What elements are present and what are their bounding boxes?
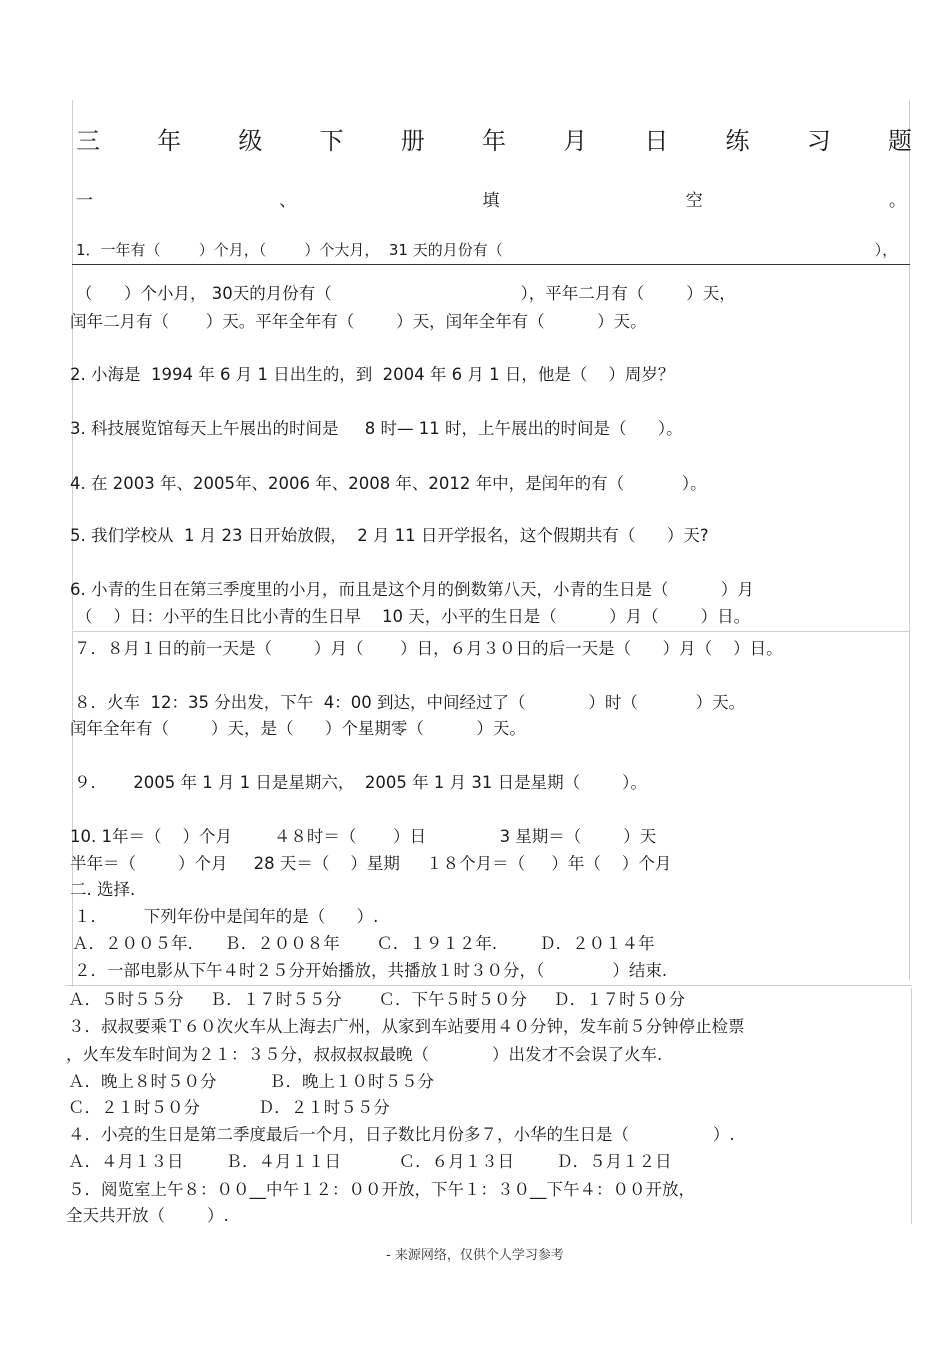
rule-block-3 <box>66 985 912 986</box>
title-char: 日 <box>644 127 669 155</box>
question-9: ９． 2005 年 1 月 1 日是星期六， 2005 年 1 月 31 日是星期（ ）。 <box>74 773 647 792</box>
choice-1-question: １． 下列年份中是闰年的是（ ）. <box>74 907 379 926</box>
heading-char: 填 <box>482 191 500 211</box>
question-5: 5. 我们学校从 1 月 23 日开始放假， 2 月 11 日开学报名，这个假期共有（ ）天? <box>70 526 709 545</box>
choice-3-options-2: Ｃ．２１时５０分 Ｄ．２１时５５分 <box>68 1098 390 1117</box>
question-1-line-3: 闰年二月有（ ）天。平年全年有（ ）天，闰年全年有（ ）天。 <box>70 312 647 331</box>
choice-2-options: Ａ．５时５５分 Ｂ．１７时５５分 Ｃ．下午５时５０分 Ｄ．１７时５０分 <box>68 990 686 1009</box>
question-6-line-2: （ ）日：小平的生日比小青的生日早 10 天，小平的生日是（ ）月（ ）日。 <box>76 607 751 626</box>
choice-2-question: ２．一部电影从下午４时２５分开始播放，共播放１时３０分，（ ）结束. <box>74 961 668 980</box>
choice-5-line-1: ５．阅览室上午８：００__中午１２：００开放，下午１：３０__下午４：００开放， <box>68 1180 695 1199</box>
title-char: 题 <box>887 127 912 155</box>
title-char: 练 <box>725 127 750 155</box>
section-heading-fill-blank <box>76 190 906 212</box>
title-char: 册 <box>400 127 425 155</box>
heading-char: 。 <box>889 191 906 211</box>
title-char: 三 <box>76 127 100 155</box>
question-7: ７．８月１日的前一天是（ ）月（ ）日，６月３０日的后一天是（ ）月（ ）日。 <box>74 639 783 658</box>
choice-1-options: Ａ．２００５年. Ｂ．２００８年 Ｃ．１９１２年. Ｄ．２０１４年 <box>72 934 655 953</box>
choice-3-options-1: Ａ．晚上８时５０分 Ｂ．晚上１０时５５分 <box>68 1072 434 1091</box>
title-char: 月 <box>563 127 588 155</box>
heading-char: 一 <box>76 191 93 211</box>
choice-3-line-2: ，火车发车时间为２１：３５分，叔叔叔叔最晚（ ）出发才不会误了火车. <box>66 1045 663 1064</box>
question-10-line-1: 10. 1年＝（ ）个月 ４８时＝（ ）日 3 星期＝（ ）天 <box>70 827 657 846</box>
question-8-line-2: 闰年全年有（ ）天，是（ ）个星期零（ ）天。 <box>70 719 526 738</box>
question-4: 4. 在 2003 年、2005年、2006 年、2008 年、2012 年中，是闰年的有（ ）。 <box>70 474 707 493</box>
question-6-line-1: 6. 小青的生日在第三季度里的小月，而且是这个月的倒数第八天，小青的生日是（ ）月 <box>70 580 754 599</box>
page-border-right <box>909 100 910 980</box>
page-footer: - 来源网络，仅供个人学习参考 <box>386 1248 564 1263</box>
heading-char: 、 <box>279 191 297 211</box>
question-1-line-1: 1．一年有（ ）个月，（ ）个大月， 31 天的月份有（ ）， <box>76 241 898 259</box>
choice-5-line-2: 全天共开放（ ）. <box>66 1206 229 1225</box>
page-border-right-2 <box>911 988 912 1224</box>
question-2: 2. 小海是 1994 年 6 月 1 日出生的，到 2004 年 6 月 1 日，他是（ ）周岁？ <box>70 365 675 384</box>
question-1-line-2: （ ）个小月， 30天的月份有（ ），平年二月有（ ）天， <box>76 284 736 303</box>
title-char: 习 <box>806 127 831 155</box>
heading-char: 空 <box>685 191 703 211</box>
rule-under-q1 <box>72 264 910 265</box>
title-char: 下 <box>319 127 344 155</box>
choice-4-options: Ａ．４月１３日 Ｂ．４月１１日 Ｃ．６月１３日 Ｄ．５月１２日 <box>68 1152 672 1171</box>
section-heading-choice: 二. 选择. <box>70 880 136 899</box>
title-char: 年 <box>157 127 182 155</box>
page-title <box>76 126 912 156</box>
title-char: 级 <box>238 127 263 155</box>
question-8-line-1: ８．火车 12：35 分出发，下午 4：00 到达，中间经过了（ ）时（ ）天。 <box>74 693 746 712</box>
question-3: 3. 科技展览馆每天上午展出的时间是 8 时— 11 时，上午展出的时间是（ ）。 <box>70 419 683 438</box>
question-10-line-2: 半年＝（ ）个月 28 天＝（ ）星期 １８个月＝（ ）年（ ）个月 <box>70 854 672 873</box>
title-char: 年 <box>481 127 506 155</box>
choice-4-question: ４．小亮的生日是第二季度最后一个月，日子数比月份多７，小华的生日是（ ）. <box>68 1125 735 1144</box>
choice-3-line-1: ３．叔叔要乘Ｔ６０次火车从上海去广州，从家到车站要用４０分钟，发车前５分钟停止检票 <box>68 1017 745 1036</box>
rule-block-2 <box>72 631 910 632</box>
